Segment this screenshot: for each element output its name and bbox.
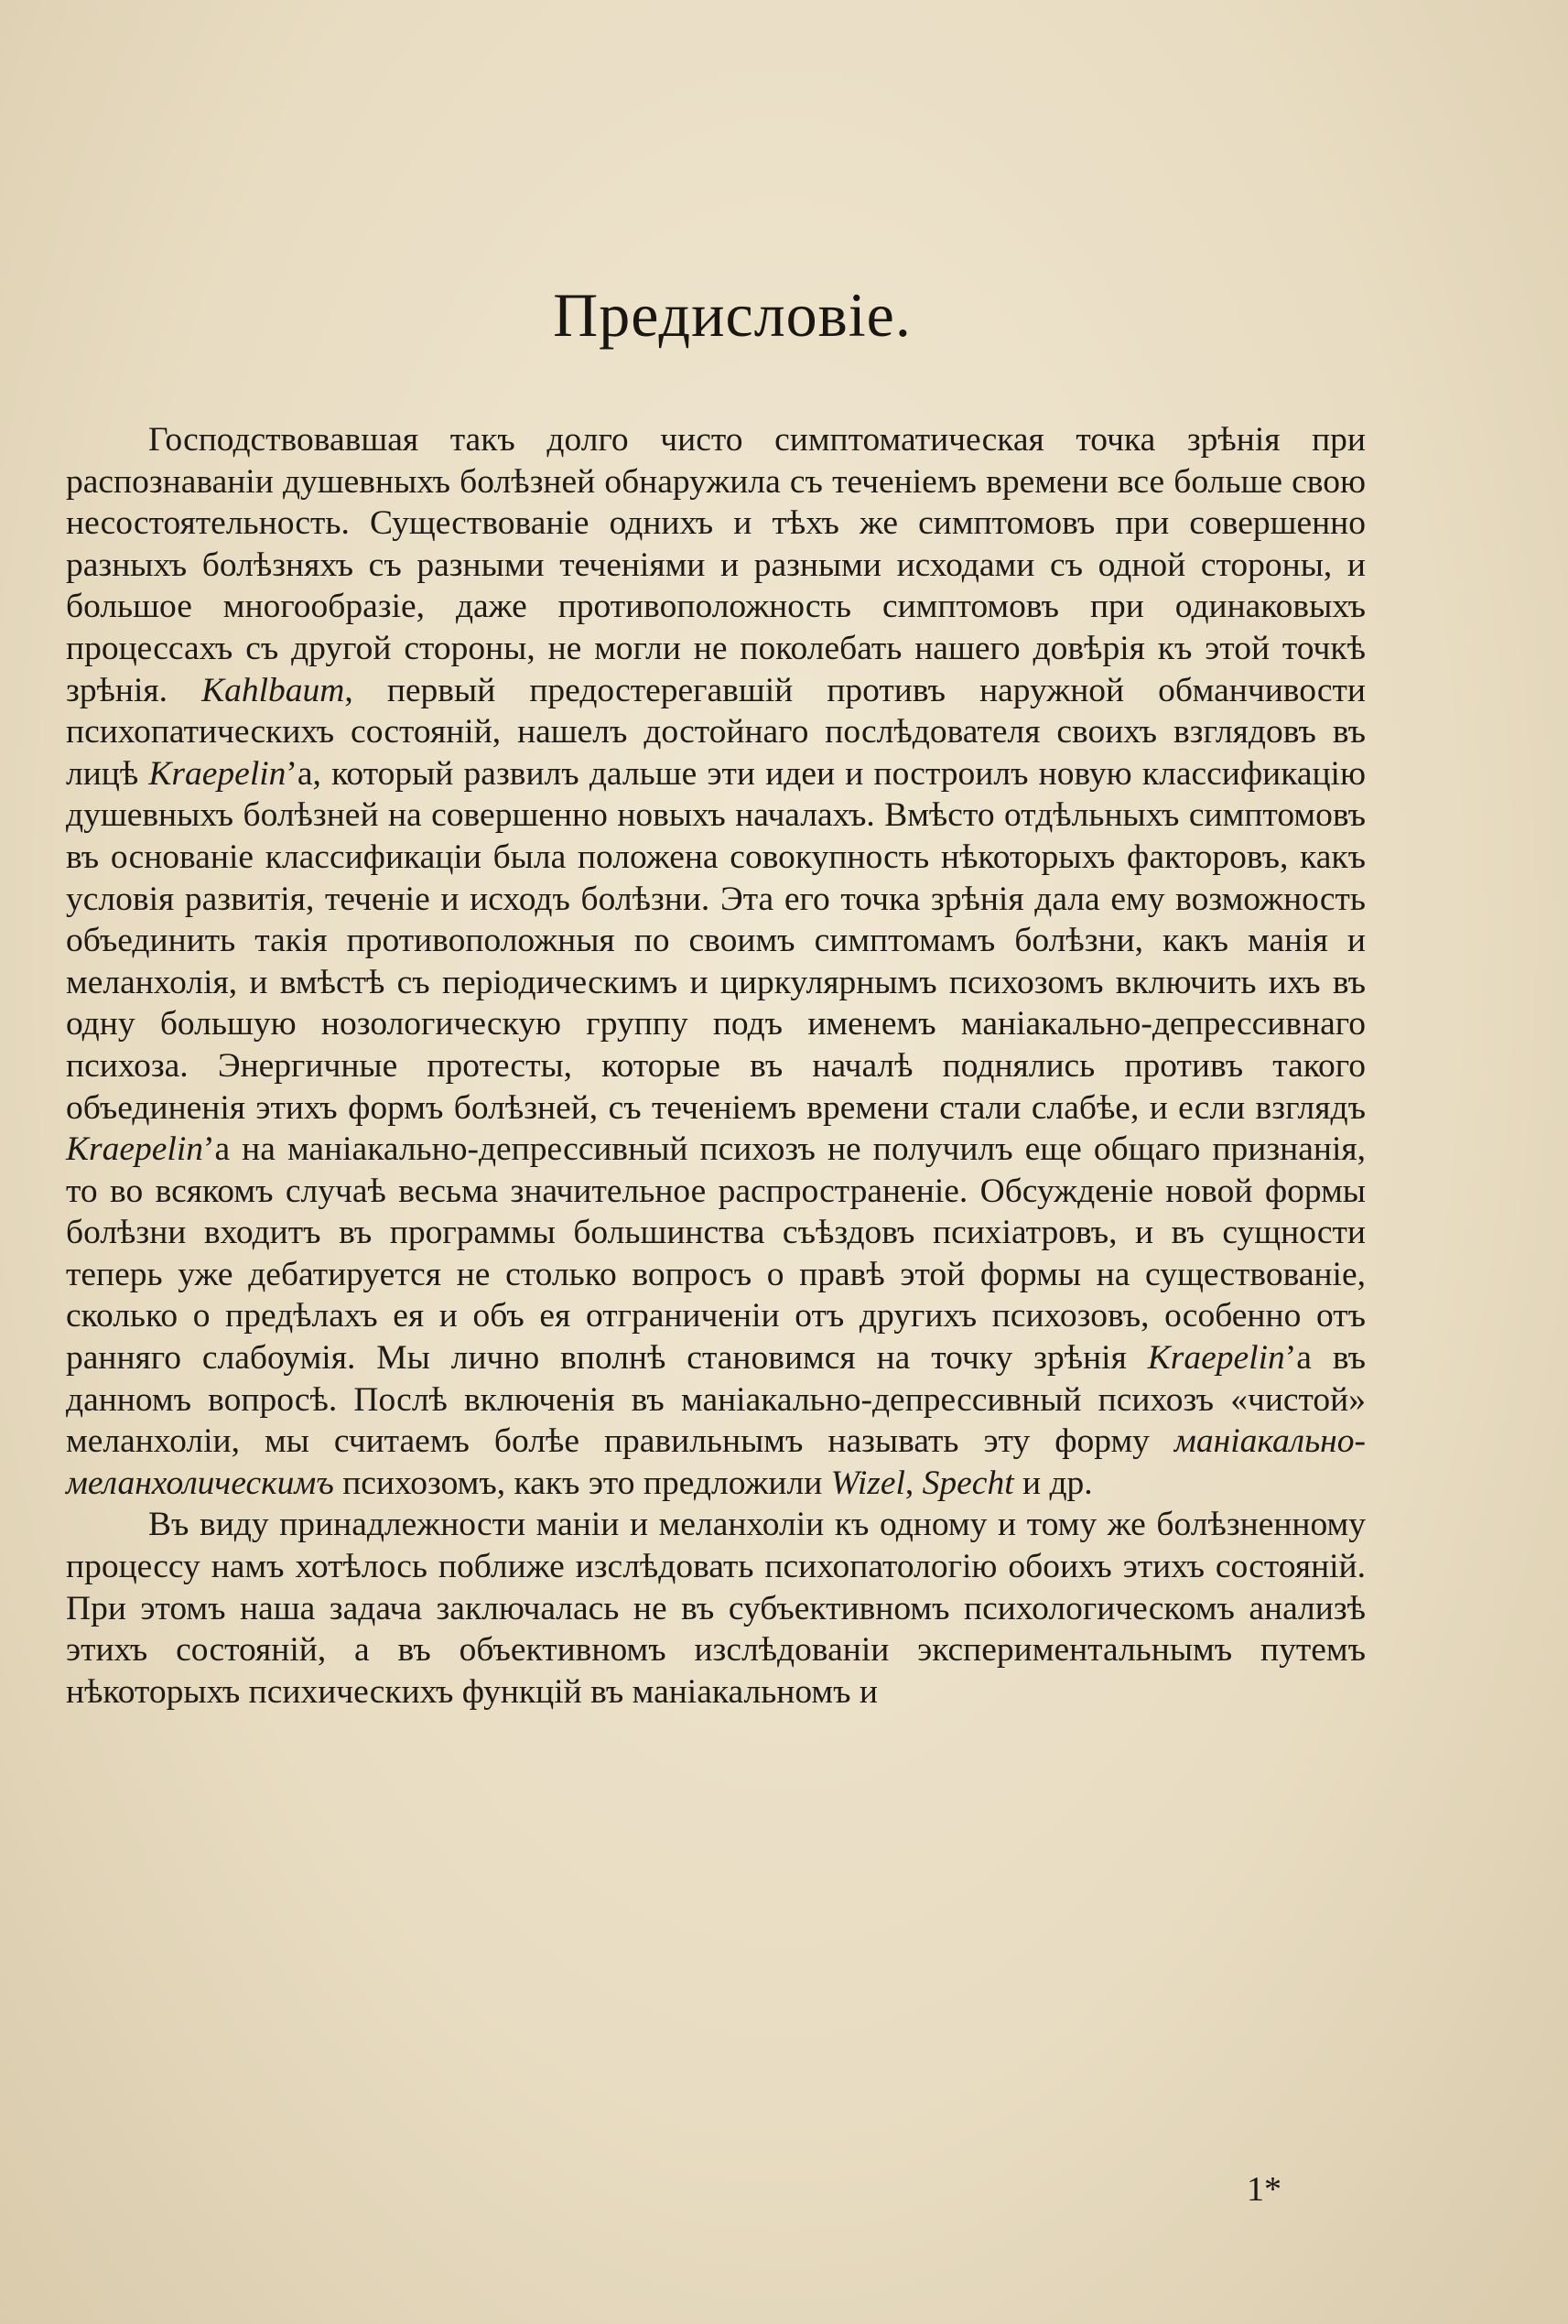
author-name: Specht [922, 1464, 1014, 1502]
author-name: Kraepelin [66, 1130, 203, 1169]
author-name: Kraepelin [148, 754, 287, 793]
emphasized-term: маніакально-меланхолическимъ [66, 1422, 1366, 1502]
text-segment: , первый предостерегавшій противъ наружной обманчивости психопатическихъ состояній, нашелъ достойнаго послѣдователя своихъ взглядовъ въ лицѣ [66, 671, 1366, 793]
text-segment: ’а въ данномъ вопросѣ. Послѣ включенія въ маніакально-депрессивный психозъ «чистой» меланхоліи, мы считаемъ болѣе правильнымъ называть эту форму [66, 1339, 1367, 1461]
page-number: 1* [1247, 2170, 1281, 2209]
paragraph [66, 1504, 1366, 1713]
author-name: Kahlbaum [201, 671, 345, 709]
text-segment: Въ виду принадлежности маніи и меланхоліи къ одному и тому же болѣзненному процессу намъ хотѣлось поближе изслѣдовать психопатологію обоихъ этихъ состояній. При этомъ наша задача заключалась не въ субъективномъ психологическомъ анализѣ этихъ состояній, а въ объективномъ изслѣдованіи экспериментальнымъ путемъ нѣкоторыхъ психическихъ функцій въ маніакальномъ и [66, 1506, 1366, 1711]
paragraph [66, 419, 1366, 1504]
text-segment: ’а на маніакально-депрессивный психозъ не получилъ еще общаго признанія, то во всякомъ случаѣ весьма значительное распространеніе. Обсужденіе новой формы болѣзни входитъ въ программы большинства съѣздовъ психіатровъ, и въ сущности теперь уже дебатируется не столько вопросъ о правѣ этой формы на существованіе, сколько о предѣлахъ ея и объ ея отграниченіи отъ другихъ психозовъ, особенно отъ ранняго слабоумія. Мы лично вполнѣ становимся на точку зрѣнія [66, 1130, 1366, 1378]
author-name: Kraepelin [1147, 1339, 1285, 1378]
body-text [66, 419, 1366, 1713]
text-segment: , [904, 1464, 923, 1502]
page-title: Предисловіе. [553, 280, 912, 350]
text-segment: психозомъ, какъ это предложили [333, 1464, 831, 1502]
text-segment: и др. [1013, 1464, 1093, 1502]
author-name: Wizel [830, 1464, 905, 1502]
text-segment: Господствовавшая такъ долго чисто симптоматическая точка зрѣнія при распознаваніи душевныхъ болѣзней обнаружила съ теченіемъ времени все больше свою несостоятельность. Существованіе однихъ и тѣхъ же симптомовъ при совершенно разныхъ болѣзняхъ съ разными теченіями и разными исходами съ одной стороны, и большое многообразіе, даже противоположность симптомовъ при одинаковыхъ процессахъ съ другой стороны, не могли не поколебать нашего довѣрія къ этой точкѣ зрѣнія. [66, 421, 1366, 709]
text-segment: ’а, который развилъ дальше эти идеи и построилъ новую классификацію душевныхъ болѣзней на совершенно новыхъ началахъ. Вмѣсто отдѣльныхъ симптомовъ въ основаніе классификаціи была положена совокупность нѣкоторыхъ факторовъ, какъ условія развитія, теченіе и исходъ болѣзни. Эта его точка зрѣнія дала ему возможность объединить такія противоположныя по своимъ симптомамъ болѣзни, какъ манія и меланхолія, и вмѣстѣ съ періодическимъ и циркулярнымъ психозомъ включить ихъ въ одну большую нозологическую группу подъ именемъ маніакально-депрессивнаго психоза. Энергичные протесты, которые въ началѣ поднялись противъ такого объединенія этихъ формъ болѣзней, съ теченіемъ времени стали слабѣе, и если взглядъ [66, 754, 1366, 1127]
